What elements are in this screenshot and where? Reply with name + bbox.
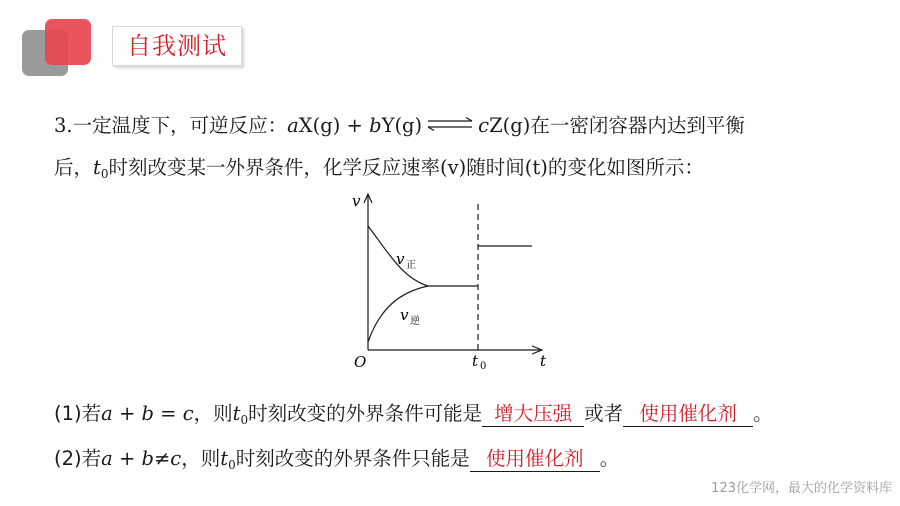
x-axis <box>368 346 542 354</box>
decor-square-red <box>45 19 91 65</box>
y-axis <box>364 194 372 350</box>
answer-blank-3: 使用催化剂 <box>470 447 600 472</box>
part-1-line: (1)若a + b = c，则$t_0$时刻改变的外界条件可能是 增大压强 或者 使用催化剂 。 <box>54 402 773 427</box>
question-number: 3. <box>54 114 73 137</box>
section-title: 自我测试 <box>112 26 242 66</box>
equilibrium-arrow-icon <box>426 117 474 131</box>
origin-label: O <box>354 353 367 370</box>
svg-text:v: v <box>396 250 405 268</box>
svg-text:正: 正 <box>406 260 416 271</box>
answer-blank-1: 增大压强 <box>482 402 584 427</box>
v-forward-label <box>396 250 416 271</box>
x-axis-label: t <box>540 352 547 370</box>
rate-time-graph <box>340 190 560 370</box>
y-axis-label: v <box>352 192 361 210</box>
t0-label <box>472 352 486 370</box>
svg-text:v: v <box>400 306 409 324</box>
answer-blank-2: 使用催化剂 <box>623 402 753 427</box>
footer-watermark: 123化学网，最大的化学资料库 <box>711 481 892 496</box>
part-2-line: (2)若a + b≠c，则$t_0$时刻改变的外界条件只能是 使用催化剂 。 <box>54 447 620 472</box>
question-line-2: 后，$t_0$时刻改变某一外界条件，化学反应速率(v)随时间(t)的变化如图所示： <box>54 156 704 181</box>
v-reverse-curve <box>368 286 428 342</box>
svg-text:t: t <box>472 352 479 370</box>
question-line-1: 3.一定温度下，可逆反应：aX(g) + bY(g) cZ(g)在一密闭容器内达到平衡 <box>54 114 745 137</box>
v-reverse-label <box>400 306 420 327</box>
svg-text:0: 0 <box>480 361 487 370</box>
svg-text:逆: 逆 <box>410 316 420 327</box>
